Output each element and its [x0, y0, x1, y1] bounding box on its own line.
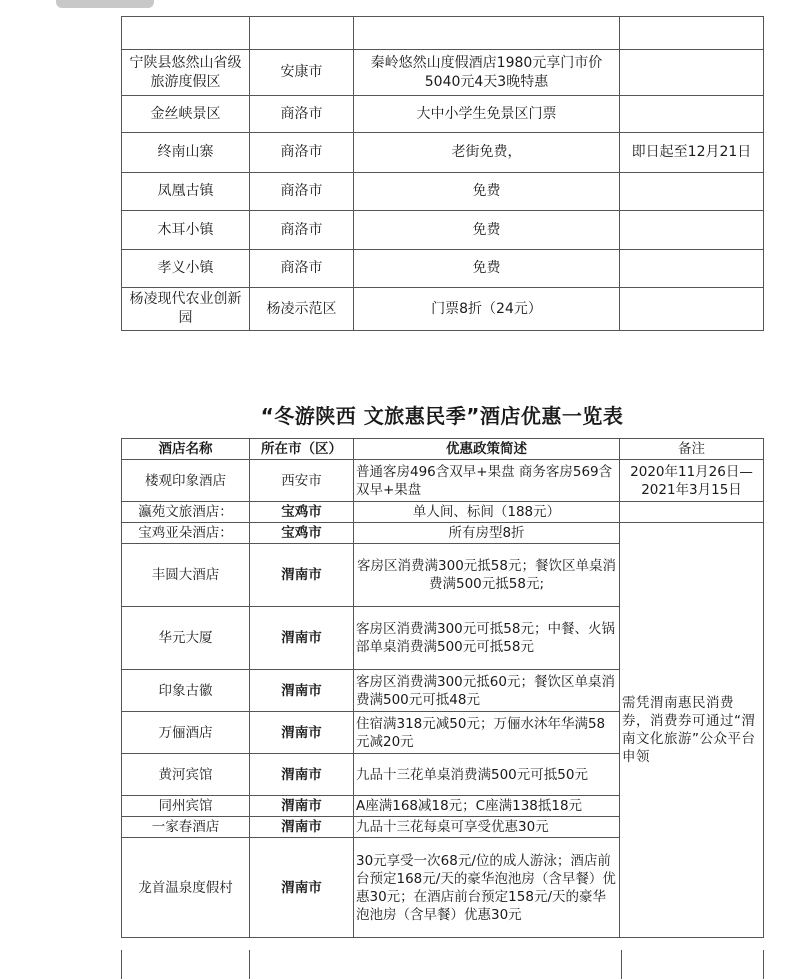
attraction-name: 孝义小镇 — [122, 250, 250, 288]
attraction-note — [620, 173, 764, 211]
attraction-policy: 免费 — [354, 250, 620, 288]
hotel-city: 西安市 — [250, 460, 354, 502]
table-edge-line — [249, 950, 250, 979]
table-row — [122, 460, 764, 502]
hotel-city: 渭南市 — [250, 817, 354, 838]
header-note: 备注 — [620, 439, 764, 460]
table-row — [122, 50, 764, 96]
attraction-note — [620, 50, 764, 96]
hotel-city: 渭南市 — [250, 607, 354, 670]
hotel-city: 渭南市 — [250, 838, 354, 938]
hotel-policy: 住宿满318元减50元；万俪水沐年华满58元减20元 — [354, 712, 620, 754]
attraction-policy: 门票8折（24元） — [354, 288, 620, 331]
hotel-name: 同州宾馆 — [122, 796, 250, 817]
attraction-policy: 老街免费， — [354, 133, 620, 173]
attraction-note — [620, 288, 764, 331]
table-edge-line — [763, 950, 764, 979]
table-header-row — [122, 439, 764, 460]
attraction-policy: 大中小学生免景区门票 — [354, 96, 620, 133]
note-xian: 2020年11月26日—2021年3月15日 — [620, 460, 764, 502]
hotel-name: 一家春酒店 — [122, 817, 250, 838]
hotel-city: 渭南市 — [250, 754, 354, 796]
table-row — [122, 250, 764, 288]
attraction-name: 木耳小镇 — [122, 211, 250, 250]
attraction-name: 宁陕县悠然山省级旅游度假区 — [122, 50, 250, 96]
attraction-note — [620, 211, 764, 250]
attraction-city: 杨凌示范区 — [250, 288, 354, 331]
table-row — [122, 17, 764, 50]
attraction-city: 商洛市 — [250, 96, 354, 133]
hotel-city: 渭南市 — [250, 670, 354, 712]
hotel-name: 丰圆大酒店 — [122, 544, 250, 607]
attraction-name: 金丝峡景区 — [122, 96, 250, 133]
attraction-name: 杨凌现代农业创新园 — [122, 288, 250, 331]
attraction-city: 商洛市 — [250, 250, 354, 288]
hotel-policy: 客房区消费满300元可抵58元；中餐、火锅部单桌消费满500元可抵58元 — [354, 607, 620, 670]
hotel-table-title: “冬游陕西 文旅惠民季”酒店优惠一览表 — [260, 404, 624, 428]
attraction-policy: 免费 — [354, 211, 620, 250]
attraction-city: 安康市 — [250, 50, 354, 96]
hotel-city: 渭南市 — [250, 712, 354, 754]
attraction-name — [122, 17, 250, 50]
attraction-city: 商洛市 — [250, 133, 354, 173]
attraction-name: 凤凰古镇 — [122, 173, 250, 211]
status-bar-handle — [56, 0, 154, 8]
table-edge-line — [621, 950, 622, 979]
attraction-city — [250, 17, 354, 50]
hotel-name: 宝鸡亚朵酒店： — [122, 523, 250, 544]
header-city: 所在市（区） — [250, 439, 354, 460]
attraction-note: 即日起至12月21日 — [620, 133, 764, 173]
table-row — [122, 288, 764, 331]
table-row — [122, 211, 764, 250]
attraction-note — [620, 250, 764, 288]
hotel-policy: A座满168减18元；C座满138抵18元 — [354, 796, 620, 817]
hotel-name: 万俪酒店 — [122, 712, 250, 754]
hotel-city: 渭南市 — [250, 544, 354, 607]
attraction-policy: 免费 — [354, 173, 620, 211]
hotel-city: 宝鸡市 — [250, 523, 354, 544]
header-policy: 优惠政策简述 — [354, 439, 620, 460]
hotel-policy: 客房区消费满300元抵58元；餐饮区单桌消费满500元抵58元; — [354, 544, 620, 607]
attraction-city: 商洛市 — [250, 173, 354, 211]
hotel-policy: 客房区消费满300元抵60元；餐饮区单桌消费满500元可抵48元 — [354, 670, 620, 712]
attraction-policy: 秦岭悠然山度假酒店1980元享门市价5040元4天3晚特惠 — [354, 50, 620, 96]
table-row — [122, 523, 764, 544]
hotel-name: 龙首温泉度假村 — [122, 838, 250, 938]
attraction-name: 终南山寨 — [122, 133, 250, 173]
empty-note — [620, 502, 764, 523]
attraction-policy — [354, 17, 620, 50]
hotel-policy: 30元享受一次68元/位的成人游泳；酒店前台预定168元/天的豪华泡池房（含早餐）优惠30元；在酒店前台预定158元/天的豪华泡池房（含早餐）优惠30元 — [354, 838, 620, 938]
attraction-city: 商洛市 — [250, 211, 354, 250]
hotel-name: 华元大厦 — [122, 607, 250, 670]
hotels-table — [121, 438, 764, 938]
table-row — [122, 96, 764, 133]
table-row — [122, 502, 764, 523]
table-row — [122, 173, 764, 211]
attraction-note — [620, 17, 764, 50]
hotel-policy: 所有房型8折 — [354, 523, 620, 544]
header-name: 酒店名称 — [122, 439, 250, 460]
hotel-city: 渭南市 — [250, 796, 354, 817]
attraction-note — [620, 96, 764, 133]
table-row — [122, 133, 764, 173]
hotel-policy: 普通客房496含双早+果盘 商务客房569含双早+果盘 — [354, 460, 620, 502]
hotel-name: 瀛苑文旅酒店： — [122, 502, 250, 523]
attractions-table — [121, 16, 764, 331]
table-edge-line — [121, 950, 122, 979]
hotel-name: 楼观印象酒店 — [122, 460, 250, 502]
hotel-policy: 九品十三花单桌消费满500元可抵50元 — [354, 754, 620, 796]
hotel-city: 宝鸡市 — [250, 502, 354, 523]
note-weinan: 需凭渭南惠民消费券，消费券可通过“渭南文化旅游”公众平台申领 — [620, 523, 764, 938]
hotel-policy: 九品十三花每桌可享受优惠30元 — [354, 817, 620, 838]
hotel-name: 印象古徽 — [122, 670, 250, 712]
hotel-name: 黄河宾馆 — [122, 754, 250, 796]
hotel-policy: 单人间、标间（188元） — [354, 502, 620, 523]
